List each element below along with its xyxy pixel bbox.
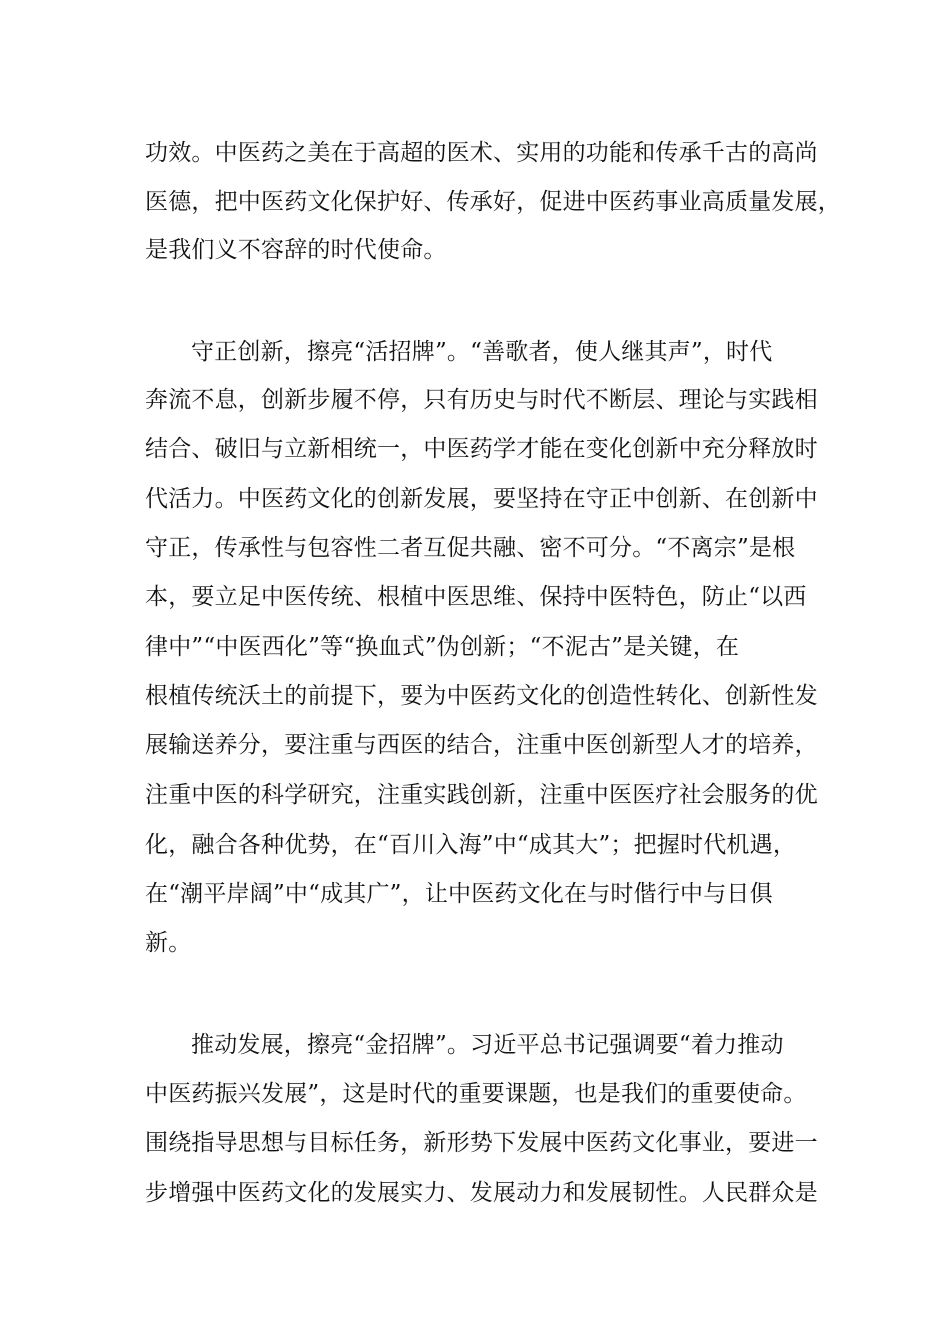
- paragraph-2-line-2: 奔流不息，创新步履不停，只有历史与时代不断层、理论与实践相: [145, 387, 818, 413]
- paragraph-2-line-12: 在“潮平岸阔”中“成其广”，让中医药文化在与时偕行中与日俱: [145, 881, 773, 907]
- paragraph-2-line-7: 律中”“中医西化”等“换血式”伪创新；“不泥古”是关键，在: [145, 634, 740, 660]
- paragraph-2-line-1: 守正创新，擦亮“活招牌”。“善歌者，使人继其声”，时代: [191, 339, 773, 365]
- paragraph-2-line-4: 代活力。中医药文化的创新发展，要坚持在守正中创新、在创新中: [145, 486, 818, 512]
- paragraph-2-line-6: 本，要立足中医传统、根植中医思维、保持中医特色，防止“以西: [145, 584, 807, 610]
- paragraph-2-line-5: 守正，传承性与包容性二者互促共融、密不可分。“不离宗”是根: [145, 535, 796, 561]
- paragraph-3-line-2: 中医药振兴发展”，这是时代的重要课题，也是我们的重要使命。: [145, 1081, 807, 1107]
- paragraph-2-line-3: 结合、破旧与立新相统一，中医药学才能在变化创新中充分释放时: [145, 436, 818, 462]
- paragraph-2-line-10: 注重中医的科学研究，注重实践创新，注重中医医疗社会服务的优: [145, 782, 818, 808]
- paragraph-2-line-13: 新。: [145, 930, 192, 956]
- paragraph-1-line-3: 是我们义不容辞的时代使命。: [145, 237, 447, 263]
- paragraph-3-line-4: 步增强中医药文化的发展实力、发展动力和发展韧性。人民群众是: [145, 1180, 818, 1206]
- paragraph-1-line-2: 医德，把中医药文化保护好、传承好，促进中医药事业高质量发展，: [145, 189, 841, 215]
- paragraph-2-line-9: 展输送养分，要注重与西医的结合，注重中医创新型人才的培养，: [145, 732, 818, 758]
- paragraph-3-line-1: 推动发展，擦亮“金招牌”。习近平总书记强调要“着力推动: [191, 1032, 784, 1058]
- paragraph-2-line-8: 根植传统沃土的前提下，要为中医药文化的创造性转化、创新性发: [145, 683, 818, 709]
- paragraph-1-line-1: 功效。中医药之美在于高超的医术、实用的功能和传承千古的高尚: [145, 140, 818, 166]
- paragraph-2-line-11: 化，融合各种优势，在“百川入海”中“成其大”；把握时代机遇，: [145, 832, 797, 858]
- paragraph-3-line-3: 围绕指导思想与目标任务，新形势下发展中医药文化事业，要进一: [145, 1130, 818, 1156]
